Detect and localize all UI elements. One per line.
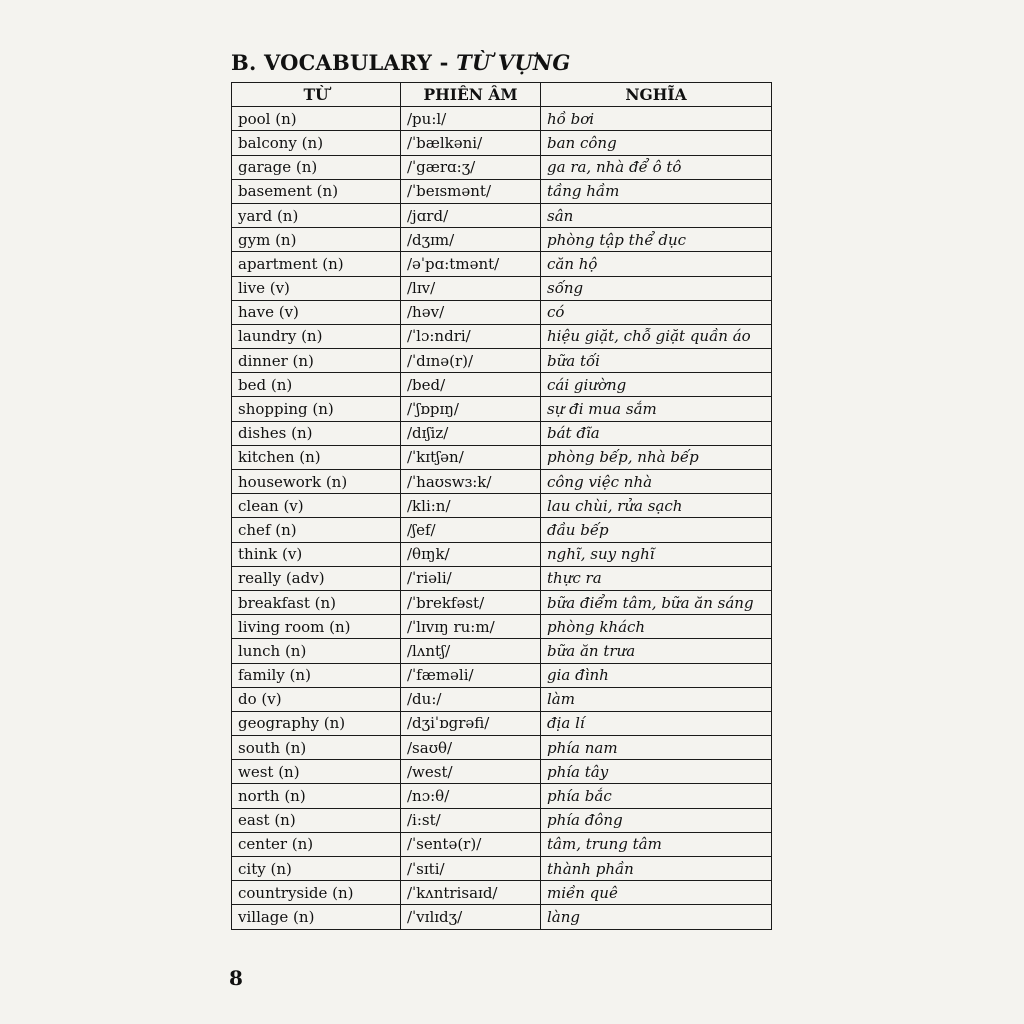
meaning-cell: làng xyxy=(541,905,772,929)
meaning-cell: bữa tối xyxy=(541,349,772,373)
meaning-cell: tâm, trung tâm xyxy=(541,832,772,856)
meaning-cell: lau chùi, rửa sạch xyxy=(541,494,772,518)
word-cell: village (n) xyxy=(232,905,401,929)
pronunciation-cell: /ˈkʌntrisaɪd/ xyxy=(401,881,541,905)
table-row xyxy=(232,276,772,300)
pronunciation-cell: /ˈsɪti/ xyxy=(401,857,541,881)
pronunciation-cell: /ˈbrekfəst/ xyxy=(401,590,541,614)
table-row xyxy=(232,155,772,179)
table-row xyxy=(232,203,772,227)
pronunciation-cell: /jɑrd/ xyxy=(401,203,541,227)
pronunciation-cell: /ˈsentə(r)/ xyxy=(401,832,541,856)
table-row xyxy=(232,518,772,542)
table-row xyxy=(232,590,772,614)
pronunciation-cell: /ˈlɔ:ndri/ xyxy=(401,324,541,348)
table-row xyxy=(232,881,772,905)
table-header-row xyxy=(232,83,772,107)
pronunciation-cell: /ˈbælkəni/ xyxy=(401,131,541,155)
word-cell: gym (n) xyxy=(232,228,401,252)
meaning-cell: phía tây xyxy=(541,760,772,784)
pronunciation-cell: /dʒɪm/ xyxy=(401,228,541,252)
meaning-cell: nghĩ, suy nghĩ xyxy=(541,542,772,566)
pronunciation-cell: /kli:n/ xyxy=(401,494,541,518)
table-row xyxy=(232,445,772,469)
pronunciation-cell: /ˈgærɑ:ʒ/ xyxy=(401,155,541,179)
table-row xyxy=(232,566,772,590)
word-cell: city (n) xyxy=(232,857,401,881)
table-row xyxy=(232,397,772,421)
table-row xyxy=(232,905,772,929)
word-cell: bed (n) xyxy=(232,373,401,397)
meaning-cell: phòng tập thể dục xyxy=(541,228,772,252)
meaning-cell: sự đi mua sắm xyxy=(541,397,772,421)
table-row xyxy=(232,300,772,324)
meaning-cell: hiệu giặt, chỗ giặt quần áo xyxy=(541,324,772,348)
meaning-cell: công việc nhà xyxy=(541,470,772,494)
table-row xyxy=(232,107,772,131)
page-number: 8 xyxy=(229,966,243,990)
word-cell: have (v) xyxy=(232,300,401,324)
meaning-cell: phía bắc xyxy=(541,784,772,808)
word-cell: really (adv) xyxy=(232,566,401,590)
meaning-cell: ban công xyxy=(541,131,772,155)
word-cell: east (n) xyxy=(232,808,401,832)
word-cell: yard (n) xyxy=(232,203,401,227)
pronunciation-cell: /dɪʃiz/ xyxy=(401,421,541,445)
word-cell: housework (n) xyxy=(232,470,401,494)
pronunciation-cell: /lʌntʃ/ xyxy=(401,639,541,663)
pronunciation-cell: /ˈvɪlɪdʒ/ xyxy=(401,905,541,929)
section-title-sub: TỪ VỰNG xyxy=(456,50,571,75)
word-cell: balcony (n) xyxy=(232,131,401,155)
pronunciation-cell: /həv/ xyxy=(401,300,541,324)
word-cell: dishes (n) xyxy=(232,421,401,445)
meaning-cell: sống xyxy=(541,276,772,300)
table-row xyxy=(232,252,772,276)
word-cell: countryside (n) xyxy=(232,881,401,905)
word-cell: geography (n) xyxy=(232,711,401,735)
meaning-cell: hồ bơi xyxy=(541,107,772,131)
word-cell: clean (v) xyxy=(232,494,401,518)
meaning-cell: làm xyxy=(541,687,772,711)
table-row xyxy=(232,324,772,348)
word-cell: live (v) xyxy=(232,276,401,300)
word-cell: pool (n) xyxy=(232,107,401,131)
meaning-cell: phòng khách xyxy=(541,615,772,639)
pronunciation-cell: /θɪŋk/ xyxy=(401,542,541,566)
meaning-cell: địa lí xyxy=(541,711,772,735)
table-row xyxy=(232,663,772,687)
table-row xyxy=(232,736,772,760)
table-body xyxy=(232,107,772,929)
table-row xyxy=(232,421,772,445)
meaning-cell: gia đình xyxy=(541,663,772,687)
table-row xyxy=(232,687,772,711)
word-cell: family (n) xyxy=(232,663,401,687)
word-cell: living room (n) xyxy=(232,615,401,639)
section-title xyxy=(231,50,570,75)
meaning-cell: bữa ăn trưa xyxy=(541,639,772,663)
pronunciation-cell: /ˈhaʊswɜ:k/ xyxy=(401,470,541,494)
table-row xyxy=(232,784,772,808)
word-cell: breakfast (n) xyxy=(232,590,401,614)
word-cell: center (n) xyxy=(232,832,401,856)
pronunciation-cell: /ˈfæməli/ xyxy=(401,663,541,687)
pronunciation-cell: /ˈʃɒpɪŋ/ xyxy=(401,397,541,421)
table-row xyxy=(232,857,772,881)
pronunciation-cell: /dʒiˈɒgrəfi/ xyxy=(401,711,541,735)
pronunciation-cell: /lɪv/ xyxy=(401,276,541,300)
table-row xyxy=(232,179,772,203)
meaning-cell: miền quê xyxy=(541,881,772,905)
word-cell: lunch (n) xyxy=(232,639,401,663)
table-row xyxy=(232,639,772,663)
word-cell: dinner (n) xyxy=(232,349,401,373)
pronunciation-cell: /du:/ xyxy=(401,687,541,711)
meaning-cell: bát đĩa xyxy=(541,421,772,445)
pronunciation-cell: /ˈbeɪsmənt/ xyxy=(401,179,541,203)
meaning-cell: phòng bếp, nhà bếp xyxy=(541,445,772,469)
pronunciation-cell: /ˈkɪtʃən/ xyxy=(401,445,541,469)
section-title-main: B. VOCABULARY - xyxy=(231,50,457,75)
vocabulary-table xyxy=(231,82,772,930)
table-row xyxy=(232,470,772,494)
table-row xyxy=(232,615,772,639)
table-row xyxy=(232,760,772,784)
pronunciation-cell: /əˈpɑ:tmənt/ xyxy=(401,252,541,276)
pronunciation-cell: /ʃef/ xyxy=(401,518,541,542)
meaning-cell: sân xyxy=(541,203,772,227)
word-cell: shopping (n) xyxy=(232,397,401,421)
word-cell: south (n) xyxy=(232,736,401,760)
table-row xyxy=(232,373,772,397)
header-meaning: NGHĨA xyxy=(541,83,772,107)
pronunciation-cell: /west/ xyxy=(401,760,541,784)
word-cell: apartment (n) xyxy=(232,252,401,276)
pronunciation-cell: /ˈlɪvɪŋ ru:m/ xyxy=(401,615,541,639)
meaning-cell: thực ra xyxy=(541,566,772,590)
meaning-cell: ga ra, nhà để ô tô xyxy=(541,155,772,179)
meaning-cell: tầng hầm xyxy=(541,179,772,203)
meaning-cell: thành phần xyxy=(541,857,772,881)
pronunciation-cell: /i:st/ xyxy=(401,808,541,832)
word-cell: west (n) xyxy=(232,760,401,784)
meaning-cell: đầu bếp xyxy=(541,518,772,542)
meaning-cell: bữa điểm tâm, bữa ăn sáng xyxy=(541,590,772,614)
table-row xyxy=(232,228,772,252)
table-row xyxy=(232,808,772,832)
table-row xyxy=(232,494,772,518)
table-row xyxy=(232,542,772,566)
table-row xyxy=(232,832,772,856)
word-cell: basement (n) xyxy=(232,179,401,203)
meaning-cell: phía nam xyxy=(541,736,772,760)
table-row xyxy=(232,711,772,735)
pronunciation-cell: /ˈriəli/ xyxy=(401,566,541,590)
word-cell: do (v) xyxy=(232,687,401,711)
table-row xyxy=(232,349,772,373)
meaning-cell: cái giường xyxy=(541,373,772,397)
pronunciation-cell: /ˈdɪnə(r)/ xyxy=(401,349,541,373)
pronunciation-cell: /nɔ:θ/ xyxy=(401,784,541,808)
pronunciation-cell: /pu:l/ xyxy=(401,107,541,131)
pronunciation-cell: /bed/ xyxy=(401,373,541,397)
word-cell: garage (n) xyxy=(232,155,401,179)
header-pronunciation: PHIÊN ÂM xyxy=(401,83,541,107)
meaning-cell: phía đông xyxy=(541,808,772,832)
table-row xyxy=(232,131,772,155)
word-cell: think (v) xyxy=(232,542,401,566)
word-cell: chef (n) xyxy=(232,518,401,542)
pronunciation-cell: /saʊθ/ xyxy=(401,736,541,760)
header-word: TỪ xyxy=(232,83,401,107)
meaning-cell: có xyxy=(541,300,772,324)
word-cell: kitchen (n) xyxy=(232,445,401,469)
word-cell: laundry (n) xyxy=(232,324,401,348)
meaning-cell: căn hộ xyxy=(541,252,772,276)
word-cell: north (n) xyxy=(232,784,401,808)
